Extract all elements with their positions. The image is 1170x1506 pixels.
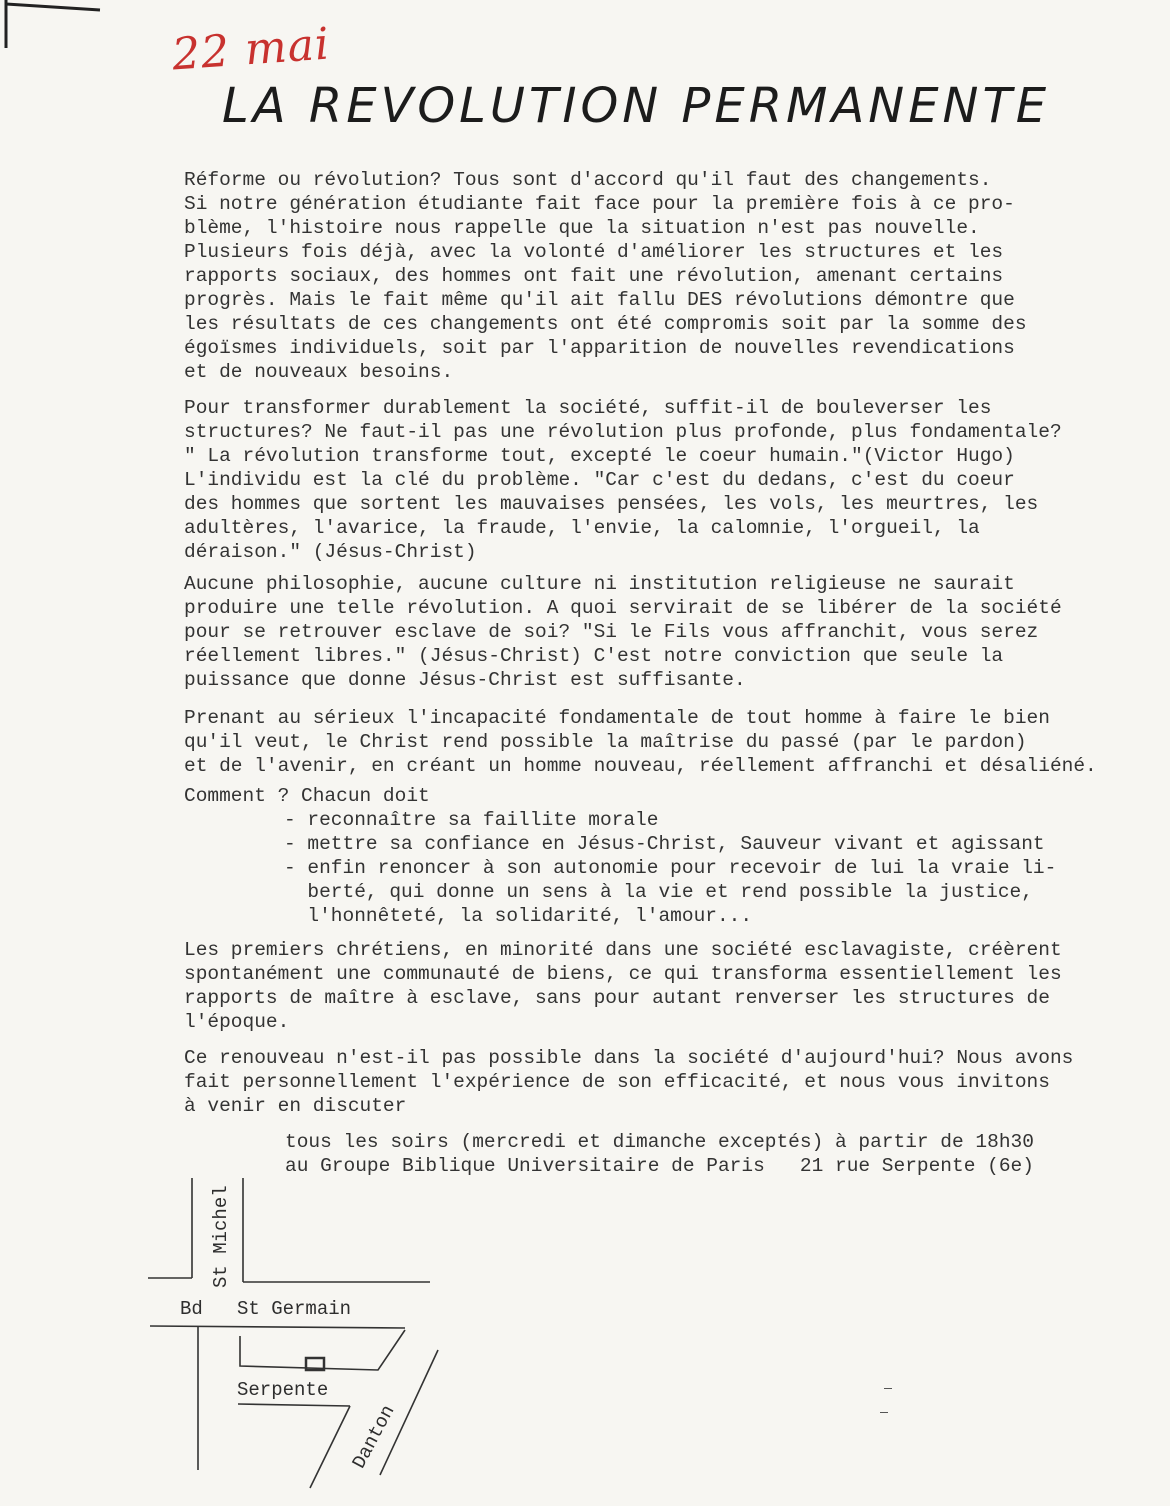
corner-scan-mark [0, 0, 110, 60]
paragraph-comment: Comment ? Chacun doit [184, 785, 430, 807]
map-label-st-germain: St Germain [237, 1298, 352, 1320]
map-label-st-michel: St Michel [210, 1185, 232, 1288]
map-serpente-line [238, 1404, 350, 1406]
stray-mark [884, 1388, 892, 1389]
handwritten-date: 22 mai [170, 18, 332, 81]
map-block-outline [240, 1330, 405, 1370]
map-label-serpente: Serpente [237, 1379, 329, 1401]
map-germain-south [150, 1326, 405, 1328]
bullet-list: - reconnaître sa faillite morale - mettre sa confiance en Jésus-Christ, Sauveur vivant et agissant - enfin renoncer à son autonomie pour recevoir de lui la vraie li- berté, qui donne un sens à la vie et rend possible la justice, l'honnêteté, la solidarité, l'amour... [284, 809, 1057, 927]
paragraph-reforme: Réforme ou révolution? Tous sont d'accord qu'il faut des changements. Si notre génération étudiante fait face pour la première fois à ce pro- blème, l'histoire nous rappelle que la situation n'est pas nouvelle. Plusieurs fois déjà, avec la volonté d'améliorer les structures et les rapports sociaux, des hommes ont fait une révolution, amenant certains progrès. Mais le fait même qu'il ait fallu DES révolutions démontre que les résultats de ces changements ont été compromis soit par la somme des égoïsmes individuels, soit par l'apparition de nouvelles revendications et de nouveaux besoins. [184, 169, 1027, 383]
map-danton-line-1 [310, 1406, 350, 1488]
page-title: LA REVOLUTION PERMANENTE [222, 78, 1051, 134]
map-label-bd: Bd [180, 1298, 203, 1320]
paragraph-transformer: Pour transformer durablement la société, suffit-il de bouleverser les structures? Ne faut-il pas une révolution plus profonde, plus fondamentale? " La révolution transforme tout, excepté le coeur humain."(Victor Hugo) L'individu est la clé du problème. "Car c'est du dedans, c'est du coeur des hommes que sortent les mauvaises pensées, les vols, les meurtres, les adultères, l'avarice, la fraude, l'envie, la calomnie, l'orgueil, la déraison." (Jésus-Christ) [184, 397, 1062, 563]
street-map [140, 1170, 460, 1490]
invitation-text: tous les soirs (mercredi et dimanche exceptés) à partir de 18h30 au Groupe Biblique Universitaire de Paris 21 rue Serpente (6e) [285, 1131, 1034, 1177]
paragraph-renouveau: Ce renouveau n'est-il pas possible dans la société d'aujourd'hui? Nous avons fait personnellement l'expérience de son efficacité, et nous vous invitons à venir en discuter [184, 1047, 1074, 1117]
paragraph-prenant: Prenant au sérieux l'incapacité fondamentale de tout homme à faire le bien qu'il veut, le Christ rend possible la maîtrise du passé (par le pardon) et de l'avenir, en créant un homme nouveau, réellement affranchi et désaliéné. [184, 707, 1097, 777]
paragraph-philosophie: Aucune philosophie, aucune culture ni institution religieuse ne saurait produire une telle révolution. A quoi servirait de se libérer de la société pour se retrouver esclave de soi? "Si le Fils vous affranchit, vous serez réellement libres." (Jésus-Christ) C'est notre conviction que seule la puissance que donne Jésus-Christ est suffisante. [184, 573, 1062, 691]
paragraph-premiers-chretiens: Les premiers chrétiens, en minorité dans une société esclavagiste, créèrent spontanément une communauté de biens, ce qui transforma essentiellement les rapports de maître à esclave, sans pour autant renverser les structures de l'époque. [184, 939, 1062, 1033]
map-label-danton: Danton [348, 1401, 400, 1473]
stray-mark [880, 1412, 888, 1413]
